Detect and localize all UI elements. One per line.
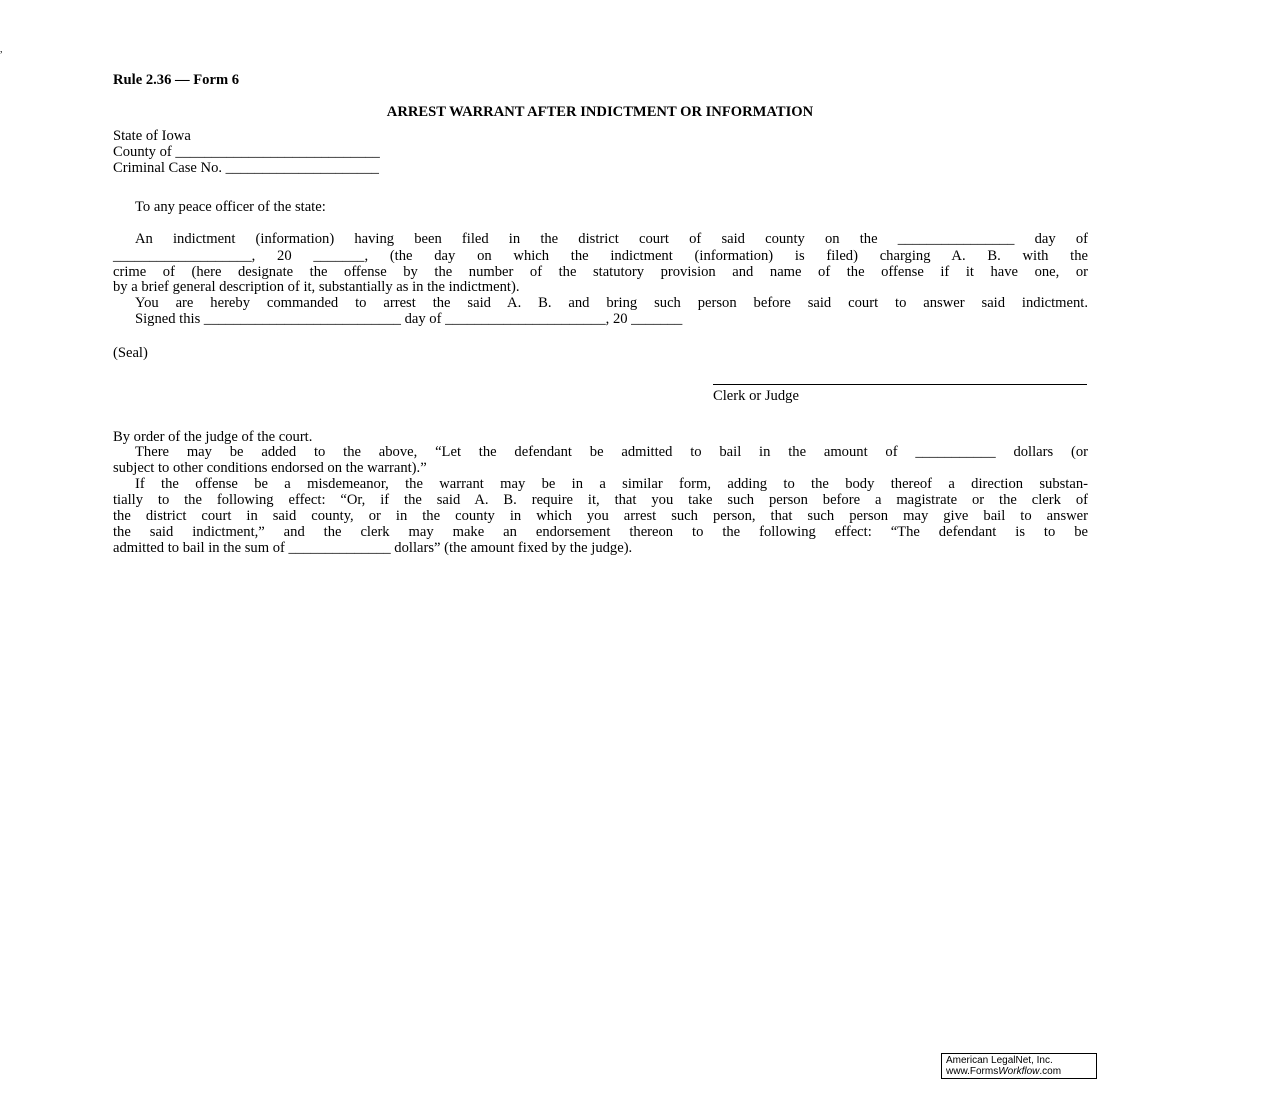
signature-line — [713, 384, 1087, 385]
url-italic: Workflow — [998, 1066, 1040, 1077]
notes-line: admitted to bail in the sum of ______________ dollars” (the amount fixed by the judge). — [113, 540, 633, 556]
notes-line: the said indictment,” and the clerk may make an endorsement thereon to the following effect: “The defendant is to be — [113, 524, 1088, 540]
page-mark: , — [0, 44, 3, 55]
rule-heading: Rule 2.36 — Form 6 — [113, 72, 240, 88]
notes-line: If the offense be a misdemeanor, the warrant may be in a similar form, adding to the body thereof a direction substan- — [135, 476, 1088, 492]
document-title: ARREST WARRANT AFTER INDICTMENT OR INFORMATION — [386, 104, 814, 120]
body-line: by a brief general description of it, substantially as in the indictment). — [113, 279, 520, 295]
body-line: ___________________, 20 _______, (the day on which the indictment (information) is filed) charging A. B. with the — [113, 248, 1088, 264]
notes-line: By order of the judge of the court. — [113, 429, 313, 445]
caption-state: State of Iowa — [113, 128, 191, 144]
signed-line: Signed this ___________________________ day of ______________________, 20 _______ — [135, 311, 683, 327]
notes-line: subject to other conditions endorsed on the warrant).” — [113, 460, 427, 476]
url-suffix: .com — [1039, 1066, 1062, 1077]
notes-line: tially to the following effect: “Or, if the said A. B. require it, that you take such person before a magistrate or the clerk of — [113, 492, 1088, 508]
seal-label: (Seal) — [113, 345, 148, 361]
notes-line: There may be added to the above, “Let the defendant be admitted to bail in the amount of ___________ dollars (or — [135, 444, 1088, 460]
url-prefix: www.Forms — [946, 1066, 999, 1077]
body-line: You are hereby commanded to arrest the said A. B. and bring such person before said court to answer said indictment. — [135, 295, 1088, 311]
salutation: To any peace officer of the state: — [135, 199, 326, 215]
body-line: An indictment (information) having been filed in the district court of said county on the ________________ day of — [135, 231, 1088, 247]
signature-label: Clerk or Judge — [713, 388, 799, 404]
caption-case-number: Criminal Case No. _____________________ — [113, 160, 379, 176]
notes-line: the district court in said county, or in the county in which you arrest such person, that such person may give bail to answer — [113, 508, 1088, 524]
publisher-footer — [941, 1053, 1097, 1079]
publisher-name: American LegalNet, Inc. — [946, 1055, 1053, 1066]
publisher-url — [946, 1066, 1096, 1077]
body-line: crime of (here designate the offense by the number of the statutory provision and name of the offense if it have one, or — [113, 264, 1088, 280]
caption-county: County of ____________________________ — [113, 144, 380, 160]
